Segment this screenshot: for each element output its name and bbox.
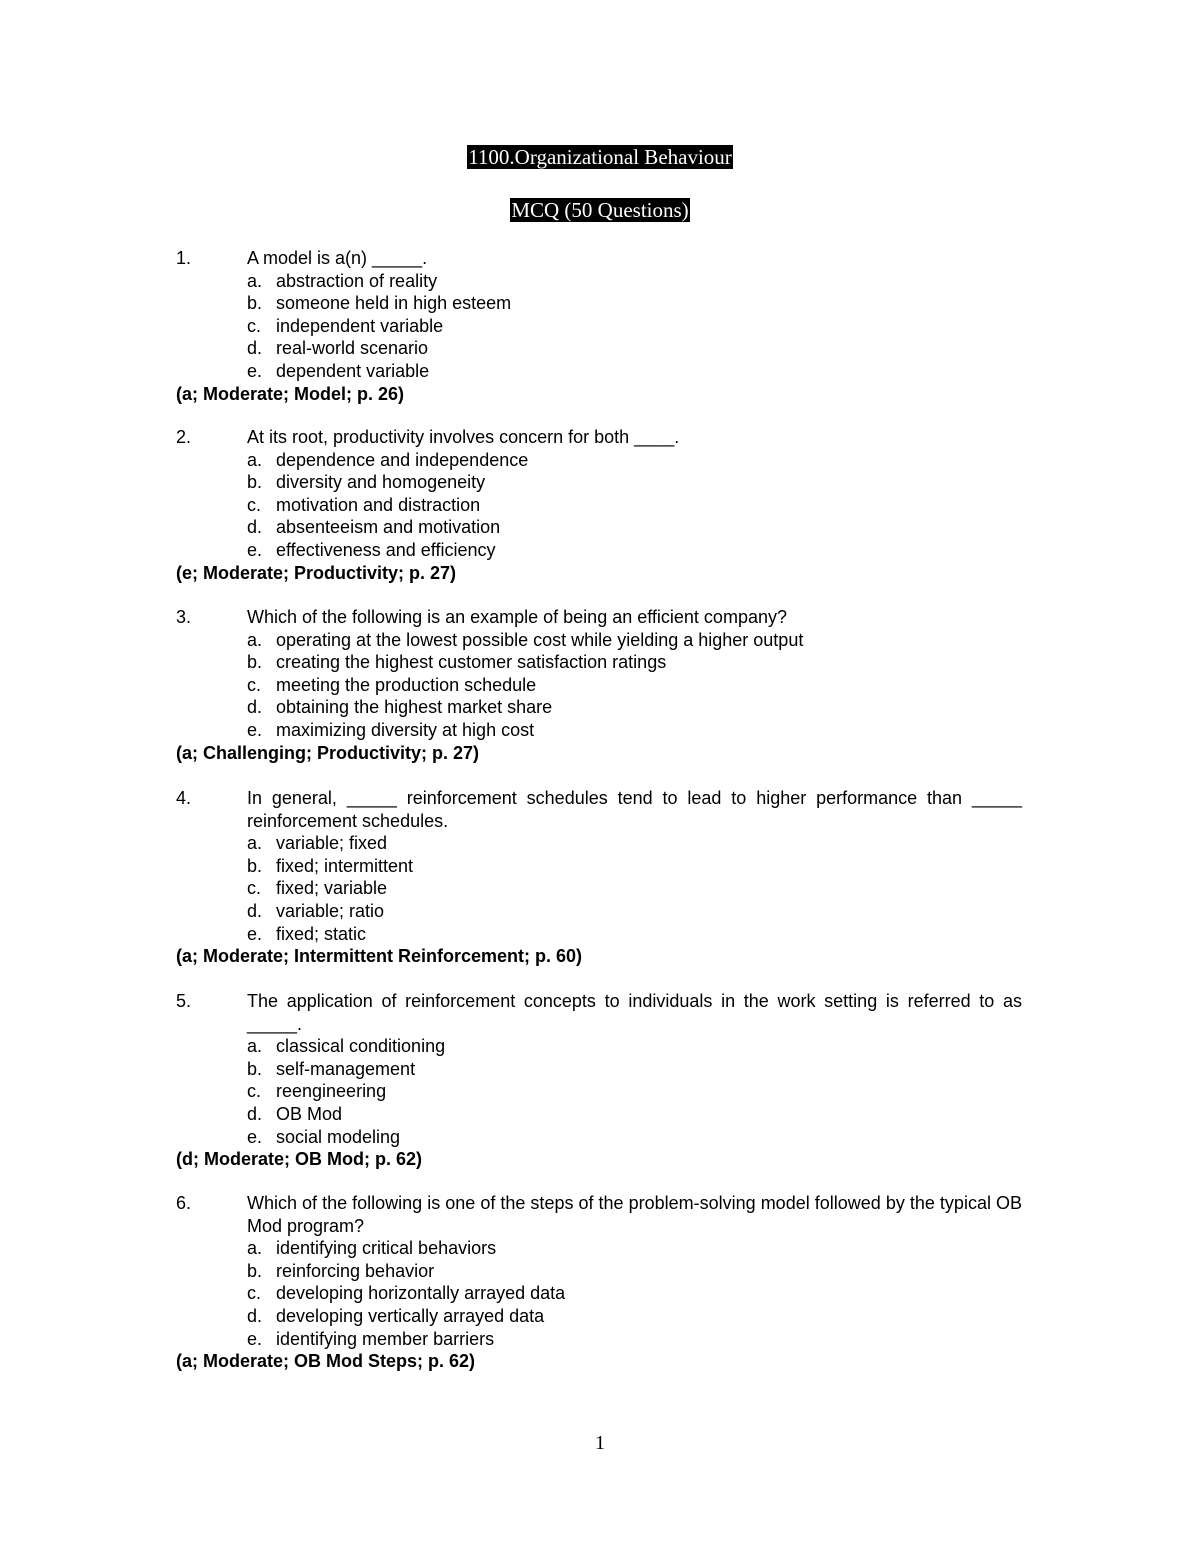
- question-stem: [176, 426, 1022, 449]
- option-text: reengineering: [276, 1081, 387, 1102]
- option-c: [176, 1080, 1022, 1103]
- document-title: 1100.Organizational Behaviour: [468, 145, 732, 169]
- answer-key: (d; Moderate; OB Mod; p. 62): [176, 1149, 422, 1170]
- option-e: [176, 360, 1022, 383]
- question-stem: [176, 990, 1022, 1035]
- option-text: fixed; intermittent: [276, 855, 414, 876]
- option-d: [176, 337, 1022, 360]
- option-text: self-management: [276, 1058, 416, 1079]
- document-subtitle-line: [0, 197, 1200, 223]
- option-text: absenteeism and motivation: [276, 517, 501, 538]
- option-text: reinforcing behavior: [276, 1260, 435, 1281]
- option-d: [176, 1103, 1022, 1126]
- option-a: [176, 1237, 1022, 1260]
- option-text: abstraction of reality: [276, 270, 438, 291]
- option-a: [176, 270, 1022, 293]
- option-text: diversity and homogeneity: [276, 472, 486, 493]
- question-2: [176, 426, 1022, 584]
- option-letter: b.: [247, 652, 263, 673]
- option-letter: a.: [247, 833, 263, 854]
- question-number: 2.: [176, 427, 192, 447]
- option-letter: d.: [247, 900, 263, 921]
- option-text: fixed; variable: [276, 878, 388, 899]
- option-c: [176, 877, 1022, 900]
- option-letter: c.: [247, 1081, 262, 1102]
- question-number: 3.: [176, 607, 192, 627]
- option-letter: a.: [247, 1238, 263, 1259]
- option-text: dependent variable: [276, 360, 430, 381]
- option-text: real-world scenario: [276, 338, 429, 359]
- option-b: [176, 292, 1022, 315]
- question-6: [176, 1192, 1022, 1373]
- option-text: social modeling: [276, 1126, 401, 1147]
- option-letter: d.: [247, 1305, 263, 1326]
- option-letter: b.: [247, 1058, 263, 1079]
- option-text: operating at the lowest possible cost while yielding a higher output: [276, 629, 804, 650]
- option-text: identifying member barriers: [276, 1328, 495, 1349]
- question-text: The application of reinforcement concepts to individuals in the work setting is referred to as _____.: [247, 991, 1022, 1034]
- question-number: 6.: [176, 1193, 192, 1213]
- question-text: In general, _____ reinforcement schedules tend to lead to higher performance than _____ reinforcement schedules.: [247, 788, 1022, 831]
- option-letter: e.: [247, 1126, 263, 1147]
- option-letter: d.: [247, 517, 263, 538]
- option-text: variable; fixed: [276, 833, 388, 854]
- option-c: [176, 494, 1022, 517]
- option-text: developing horizontally arrayed data: [276, 1283, 566, 1304]
- question-stem: [176, 1192, 1022, 1237]
- option-letter: c.: [247, 674, 262, 695]
- option-text: someone held in high esteem: [276, 293, 512, 314]
- answer-key: (e; Moderate; Productivity; p. 27): [176, 562, 457, 583]
- option-letter: c.: [247, 1283, 262, 1304]
- option-text: developing vertically arrayed data: [276, 1305, 545, 1326]
- option-letter: c.: [247, 878, 262, 899]
- option-b: [176, 1260, 1022, 1283]
- option-e: [176, 539, 1022, 562]
- option-letter: b.: [247, 1260, 263, 1281]
- option-d: [176, 900, 1022, 923]
- option-letter: d.: [247, 338, 263, 359]
- question-number: 4.: [176, 788, 192, 808]
- option-e: [176, 1126, 1022, 1149]
- option-text: obtaining the highest market share: [276, 697, 553, 718]
- option-letter: a.: [247, 1036, 263, 1057]
- document-subtitle: MCQ (50 Questions): [511, 198, 689, 222]
- option-letter: d.: [247, 697, 263, 718]
- option-b: [176, 471, 1022, 494]
- option-c: [176, 1282, 1022, 1305]
- option-letter: e.: [247, 719, 263, 740]
- option-letter: b.: [247, 293, 263, 314]
- question-number: 1.: [176, 248, 192, 268]
- option-b: [176, 651, 1022, 674]
- option-text: classical conditioning: [276, 1036, 446, 1057]
- question-5: [176, 990, 1022, 1171]
- answer-key: (a; Moderate; Model; p. 26): [176, 383, 405, 404]
- document-title-line: [0, 144, 1200, 170]
- option-e: [176, 1328, 1022, 1351]
- option-text: dependence and independence: [276, 449, 529, 470]
- option-a: [176, 449, 1022, 472]
- question-4: [176, 787, 1022, 968]
- question-text: A model is a(n) _____.: [247, 248, 428, 268]
- option-text: fixed; static: [276, 923, 367, 944]
- option-text: motivation and distraction: [276, 494, 481, 515]
- option-text: creating the highest customer satisfaction ratings: [276, 652, 667, 673]
- question-stem: [176, 787, 1022, 832]
- option-a: [176, 832, 1022, 855]
- question-number: 5.: [176, 991, 192, 1011]
- option-text: meeting the production schedule: [276, 674, 537, 695]
- question-stem: [176, 606, 1022, 629]
- answer-key: (a; Challenging; Productivity; p. 27): [176, 742, 480, 763]
- option-d: [176, 516, 1022, 539]
- question-text: Which of the following is an example of being an efficient company?: [247, 607, 787, 627]
- option-letter: b.: [247, 855, 263, 876]
- option-letter: e.: [247, 1328, 263, 1349]
- option-letter: e.: [247, 539, 263, 560]
- option-c: [176, 674, 1022, 697]
- question-1: [176, 247, 1022, 405]
- option-text: identifying critical behaviors: [276, 1238, 497, 1259]
- option-d: [176, 696, 1022, 719]
- option-letter: c.: [247, 315, 262, 336]
- option-d: [176, 1305, 1022, 1328]
- option-letter: c.: [247, 494, 262, 515]
- option-c: [176, 315, 1022, 338]
- option-letter: e.: [247, 360, 263, 381]
- option-e: [176, 719, 1022, 742]
- option-b: [176, 1058, 1022, 1081]
- question-text: Which of the following is one of the steps of the problem-solving model followed by the typical OB Mod program?: [247, 1193, 1022, 1236]
- option-e: [176, 923, 1022, 946]
- option-text: effectiveness and efficiency: [276, 539, 496, 560]
- option-letter: e.: [247, 923, 263, 944]
- option-letter: b.: [247, 472, 263, 493]
- option-a: [176, 629, 1022, 652]
- question-3: [176, 606, 1022, 764]
- option-text: variable; ratio: [276, 900, 385, 921]
- option-letter: d.: [247, 1103, 263, 1124]
- answer-key: (a; Moderate; Intermittent Reinforcement; p. 60): [176, 946, 583, 967]
- option-a: [176, 1035, 1022, 1058]
- question-stem: [176, 247, 1022, 270]
- option-text: independent variable: [276, 315, 444, 336]
- option-letter: a.: [247, 449, 263, 470]
- option-letter: a.: [247, 629, 263, 650]
- option-text: OB Mod: [276, 1103, 343, 1124]
- answer-key: (a; Moderate; OB Mod Steps; p. 62): [176, 1351, 476, 1372]
- option-text: maximizing diversity at high cost: [276, 719, 535, 740]
- option-letter: a.: [247, 270, 263, 291]
- question-text: At its root, productivity involves concern for both ____.: [247, 427, 680, 447]
- option-b: [176, 855, 1022, 878]
- page-number: 1: [595, 1432, 605, 1454]
